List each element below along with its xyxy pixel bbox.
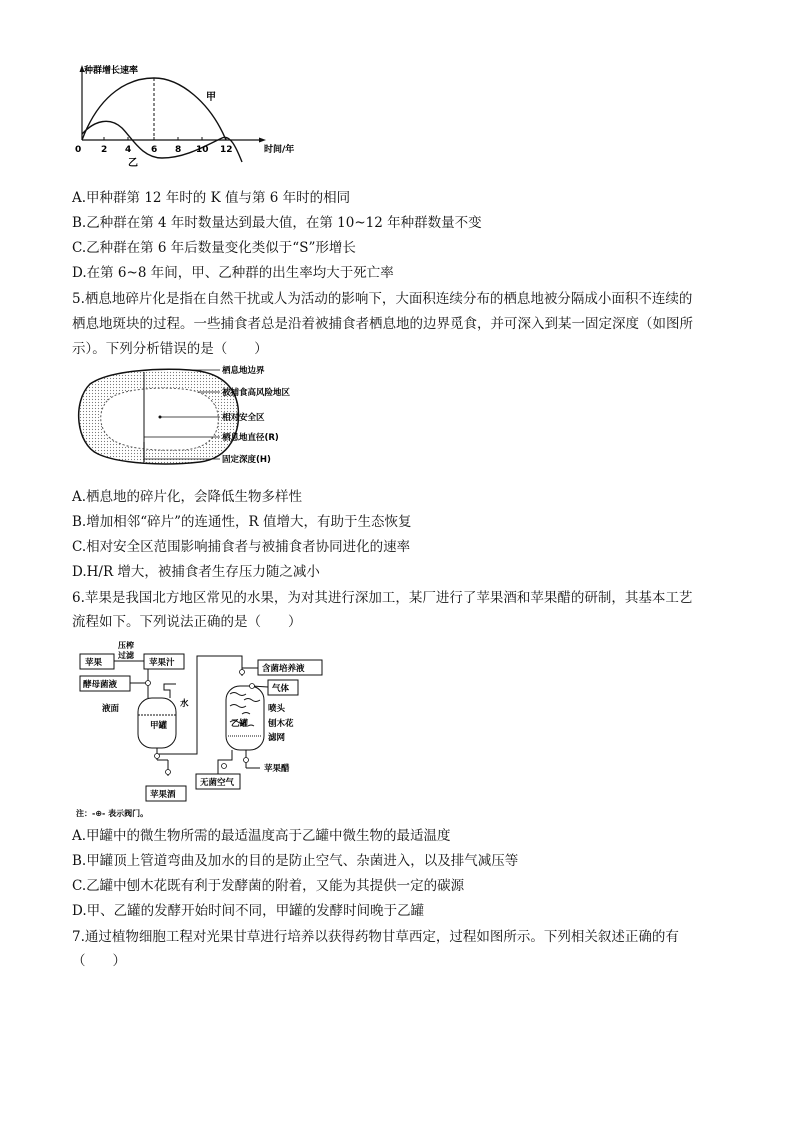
q4-option-d: D.在第 6~8 年间，甲、乙种群的出生率均大于死亡率: [72, 265, 394, 281]
bent-pipe: [164, 684, 176, 698]
label-nozzle: 喷头: [268, 704, 286, 714]
q5-option-a: A.栖息地的碎片化，会降低生物多样性: [72, 489, 303, 505]
habitat-label-risk: 被捕食高风险地区: [222, 388, 291, 398]
label-water: 水: [180, 699, 189, 709]
curve-yi: [82, 121, 242, 162]
q5-option-d: D.H/R 增大，被捕食者生存压力随之减小: [72, 564, 320, 580]
safe-zone: [101, 388, 219, 450]
habitat-diagram: [70, 362, 320, 472]
diagram-note: 注：-⊕- 表示阀门。: [76, 809, 149, 818]
growth-rate-chart: [70, 62, 310, 182]
y-axis-label: 种群增长速率: [84, 66, 139, 76]
q4-option-b: B.乙种群在第 4 年时数量达到最大值，在第 10~12 年种群数量不变: [72, 215, 482, 231]
air-pipe: [218, 750, 232, 774]
label-yeast: 酵母菌液: [83, 680, 118, 690]
tick-label: 12: [220, 145, 233, 155]
label-filter: 滤网: [268, 733, 286, 743]
label-tank-b: 乙罐: [231, 719, 249, 729]
label-bacteria: 含菌培养液: [262, 664, 305, 674]
q7-stem-line1: 7.通过植物细胞工程对光果甘草进行培养以获得药物甘草西定，过程如图所示。下列相关叙述正确的有: [72, 929, 679, 945]
tank-b: [226, 686, 264, 750]
safe-zone-marker: [159, 416, 162, 419]
q6-option-d: D.甲、乙罐的发酵开始时间不同，甲罐的发酵时间晚于乙罐: [72, 903, 425, 919]
fermentation-diagram: [72, 636, 362, 822]
q5-stem-line2: 栖息地斑块的过程。一些捕食者总是沿着被捕食者栖息地的边界觅食，并可深入到某一固定深度（如图所: [72, 316, 693, 332]
label-wine: 苹果酒: [150, 790, 176, 800]
q5-option-c: C.相对安全区范围影响捕食者与被捕食者协同进化的速率: [72, 539, 411, 555]
q5-stem-line1: 5.栖息地碎片化是指在自然干扰或人为活动的影响下，大面积连续分布的栖息地被分隔成小面积不连续的: [72, 291, 693, 307]
q6-stem-line1: 6.苹果是我国北方地区常见的水果，为对其进行深加工，某厂进行了苹果酒和苹果醋的研制，其基本工艺: [72, 590, 693, 606]
tick-label: 2: [101, 145, 108, 155]
tick-label: 4: [125, 145, 132, 155]
transfer-pipe: [157, 656, 242, 754]
habitat-label-depth: 固定深度(H): [222, 455, 271, 465]
q4-option-c: C.乙种群在第 6 年后数量变化类似于“S”形增长: [72, 240, 356, 256]
x-axis-label: 时间/年: [264, 145, 295, 155]
series-jia-label: 甲: [206, 92, 216, 103]
label-tank-a: 甲罐: [150, 721, 168, 731]
label-juice: 苹果汁: [149, 658, 175, 668]
q4-option-a: A.甲种群第 12 年时的 K 值与第 6 年时的相同: [72, 190, 351, 206]
label-gas: 气体: [272, 684, 290, 694]
tick-label: 6: [151, 145, 158, 155]
q7-stem-line2: （ ）: [72, 953, 126, 969]
label-press: 压榨: [118, 641, 134, 650]
label-filter-step: 过滤: [118, 651, 134, 660]
origin-label: 0: [75, 145, 82, 155]
habitat-label-boundary: 栖息地边界: [222, 366, 265, 376]
q5-option-b: B.增加相邻“碎片”的连通性，R 值增大，有助于生态恢复: [72, 514, 412, 530]
tick-label: 8: [175, 145, 182, 155]
q6-option-c: C.乙罐中刨木花既有利于发酵菌的附着，又能为其提供一定的碳源: [72, 878, 465, 894]
series-yi-label: 乙: [128, 158, 138, 169]
x-axis-arrow: [259, 138, 266, 143]
label-shavings: 刨木花: [268, 719, 294, 729]
q6-stem-line2: 流程如下。下列说法正确的是（ ）: [72, 614, 302, 630]
tick-label: 10: [196, 145, 209, 155]
q6-option-b: B.甲罐顶上管道弯曲及加水的目的是防止空气、杂菌进入，以及排气减压等: [72, 853, 519, 869]
label-vinegar: 苹果醋: [264, 764, 290, 774]
label-apple: 苹果: [85, 658, 103, 668]
q5-stem-line3: 示）。下列分析错误的是（ ）: [72, 341, 268, 357]
q6-option-a: A.甲罐中的微生物所需的最适温度高于乙罐中微生物的最适温度: [72, 828, 451, 844]
label-surface: 液面: [102, 704, 120, 714]
habitat-label-safe: 相对安全区: [222, 413, 265, 423]
label-air: 无菌空气: [200, 778, 235, 788]
habitat-label-diameter: 栖息地直径(R): [222, 433, 279, 443]
